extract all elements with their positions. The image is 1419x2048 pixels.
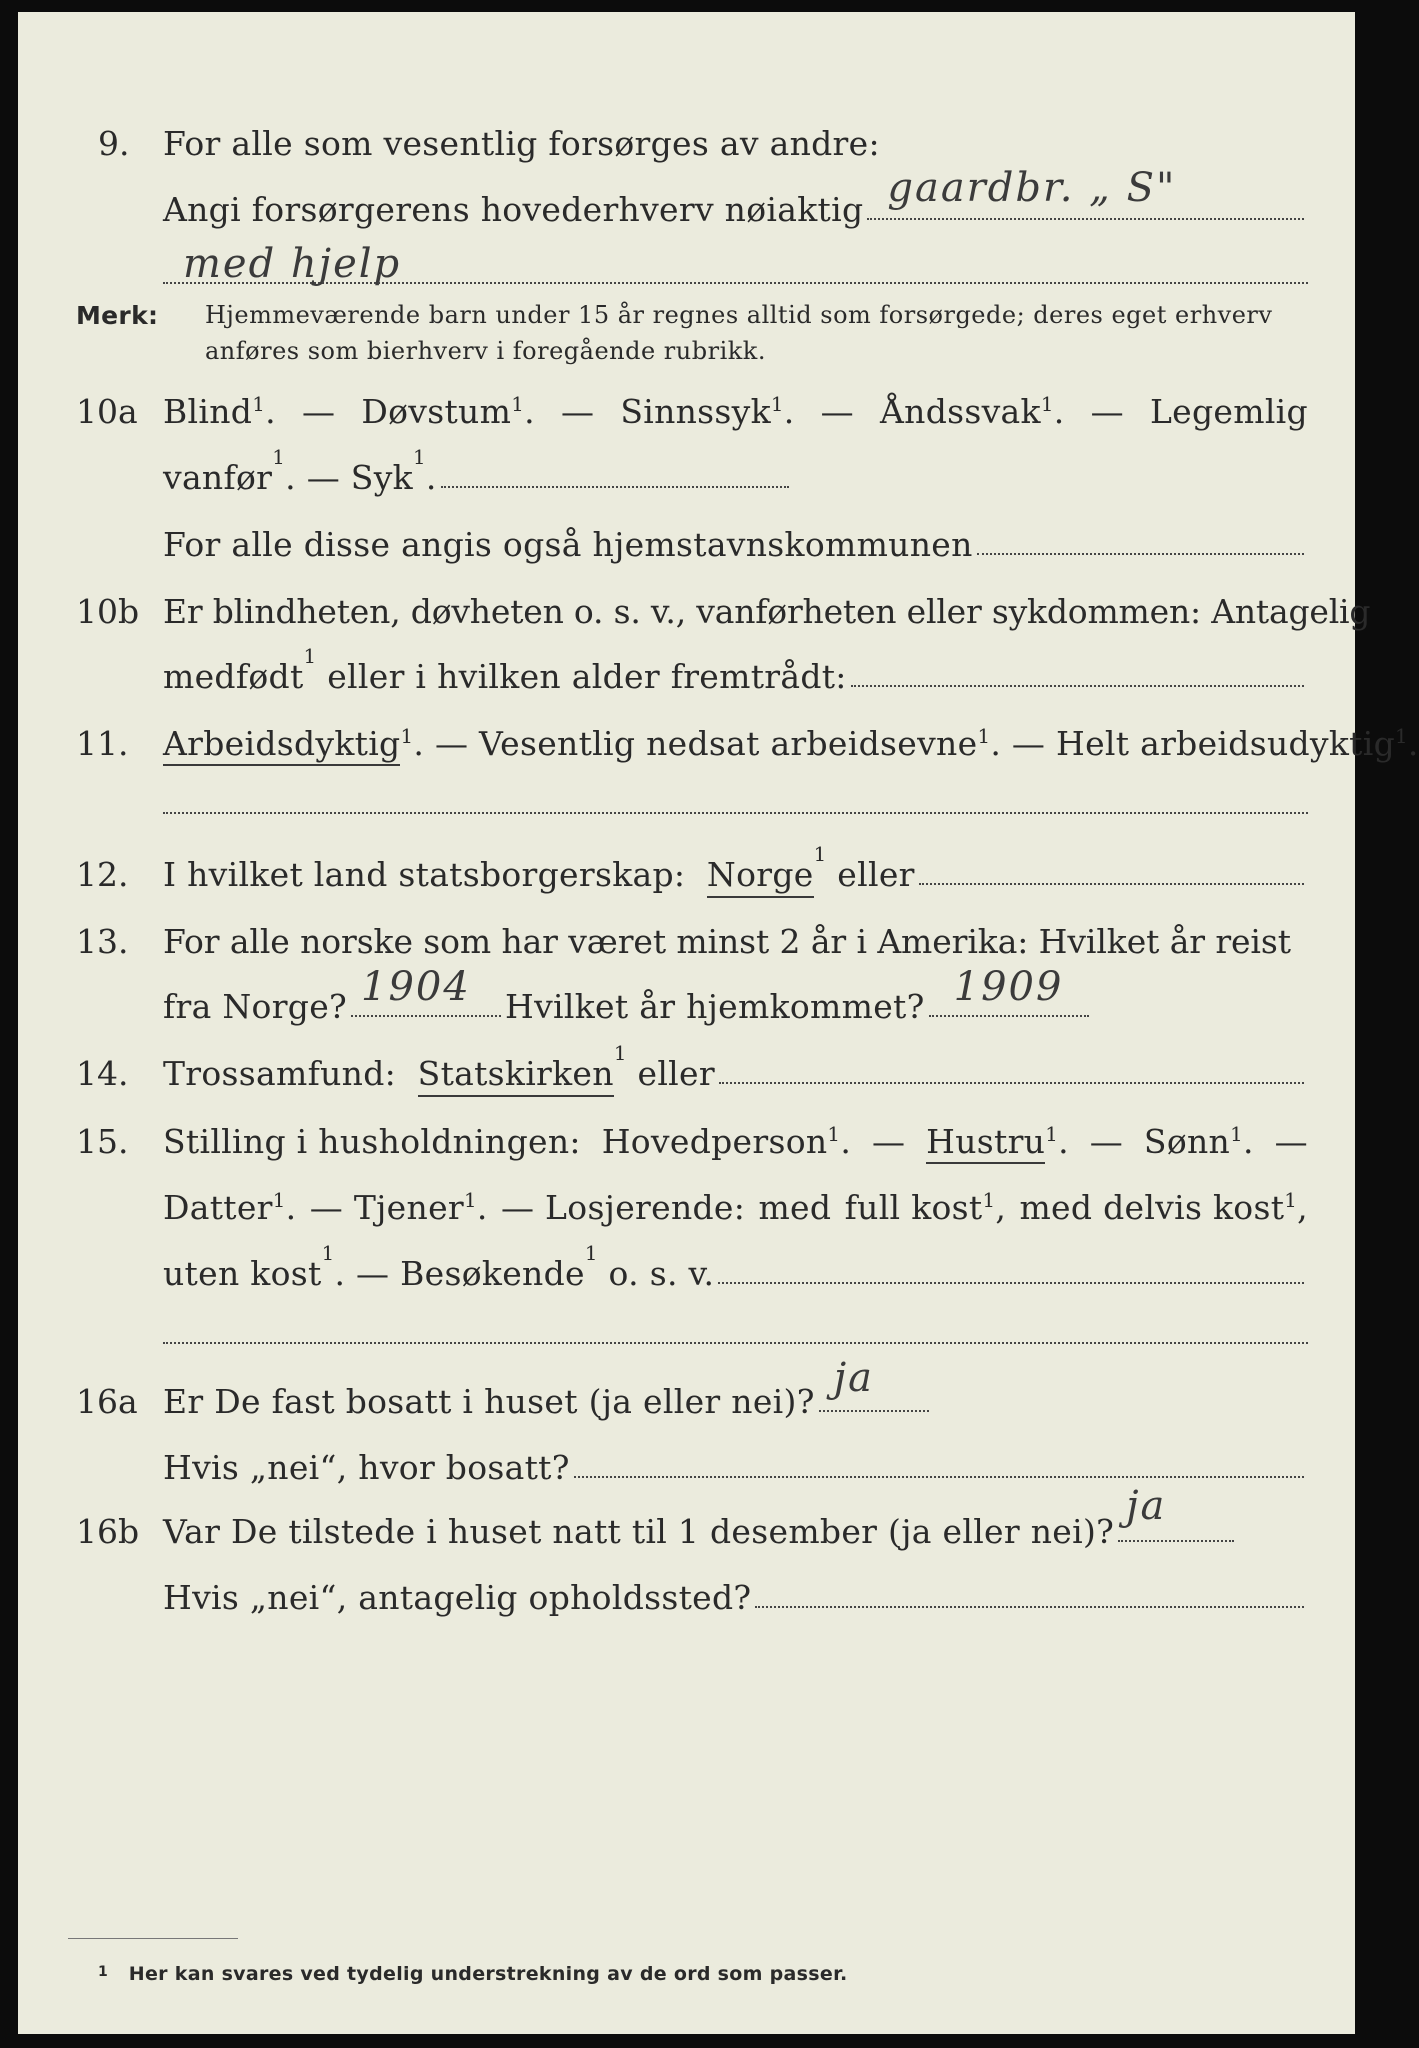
q13-back-field[interactable]	[929, 964, 1089, 1017]
q10b-line1: Er blindheten, døvheten o. s. v., vanførheten eller sykdommen: Antagelig	[163, 592, 1371, 631]
q9-number: 9.	[98, 124, 130, 163]
q16b-line1	[163, 1483, 1238, 1552]
q9-line2	[163, 165, 1308, 230]
q9-line2-text: Angi forsørgerens hovederhverv nøiaktig	[163, 190, 864, 229]
q9-handwritten-answer2: med hjelp	[183, 241, 402, 287]
q15-datter[interactable]: Datter	[163, 1188, 273, 1227]
merk-label: Merk:	[76, 301, 159, 330]
q15-uten-kost[interactable]: uten kost	[163, 1254, 322, 1293]
q16b-number: 16b	[76, 1512, 140, 1551]
q13-handwritten-1904: 1904	[361, 964, 471, 1010]
q11-udyktig[interactable]: — Helt arbeidsudyktig	[1011, 724, 1395, 763]
q10a-line2: vanfør 1 . — Syk 1 .	[163, 458, 793, 498]
q15-answer-line2[interactable]	[163, 1342, 1308, 1344]
q10a-dovstum: Døvstum$^1$.	[361, 392, 535, 431]
q16a-bosatt-field[interactable]	[574, 1448, 1304, 1478]
q11-number: 11.	[76, 724, 129, 763]
q12-text: I hvilket land statsborgerskap:	[163, 855, 686, 894]
q16a-line2	[163, 1448, 1308, 1488]
q15-line3: uten kost 1 . — Besøkende 1 o. s. v.	[163, 1254, 1308, 1294]
q16b-text: Var De tilstede i huset natt til 1 desember (ja eller nei)?	[163, 1512, 1115, 1551]
q10a-syk-field[interactable]	[441, 458, 789, 488]
q13-line1: For alle norske som har været minst 2 år i Amerika: Hvilket år reist	[163, 922, 1291, 961]
q15-losjerende: — Losjerende:	[500, 1188, 746, 1227]
merk-line2: anføres som bierhverv i foregående rubrikk.	[205, 337, 766, 365]
dash: —	[871, 1122, 906, 1161]
q10a-syk: — Syk	[306, 458, 413, 497]
q16b-hvis-nei: Hvis „nei“, antagelig opholdssted?	[163, 1578, 752, 1617]
merk-line1: Hjemmeværende barn under 15 år regnes alltid som forsørgede; deres eget erhverv	[205, 301, 1273, 329]
footnote-text: Her kan svares ved tydelig understrekning av de ord som passer.	[128, 1963, 848, 1985]
q15-hustru[interactable]: Hustru	[926, 1122, 1045, 1164]
dash: —	[820, 392, 854, 431]
q16b-line2	[163, 1578, 1308, 1618]
q13-fra-norge: fra Norge?	[163, 987, 348, 1026]
q12-number: 12.	[76, 855, 129, 894]
q9-answer-line2[interactable]	[163, 282, 1308, 284]
q12-norge[interactable]: Norge	[707, 855, 814, 898]
q14-statskirken[interactable]: Statskirken	[418, 1054, 614, 1097]
q15-stilling: Stilling i husholdningen:	[163, 1122, 581, 1161]
q13-handwritten-1909: 1909	[953, 964, 1064, 1010]
q15-osv: o. s. v.	[608, 1254, 715, 1293]
q15-hovedperson[interactable]: Hovedperson	[601, 1122, 828, 1161]
q16a-answer-field[interactable]	[819, 1355, 929, 1412]
footnote	[98, 1952, 848, 1994]
q10b-number: 10b	[76, 592, 140, 631]
q15-answer-field[interactable]	[718, 1254, 1304, 1284]
q10a-andssvak: Åndssvak$^1$.	[880, 392, 1065, 431]
q15-line2: Datter$^1$. — Tjener$^1$. — Losjerende: med full kost$^1$, med delvis kost$^1$,	[163, 1188, 1308, 1227]
dash: —	[302, 392, 336, 431]
q10a-line1	[163, 392, 1308, 432]
q10a-number: 10a	[76, 392, 138, 431]
q10b-line2: medfødt 1 eller i hvilken alder fremtrådt:	[163, 657, 1308, 697]
q14-answer-field[interactable]	[719, 1054, 1304, 1084]
q11-arbeidsdyktig[interactable]: Arbeidsdyktig	[163, 724, 400, 766]
q10b-medfodt: medfødt	[163, 657, 304, 696]
q12-answer-field[interactable]	[919, 855, 1304, 885]
q16b-opholdssted-field[interactable]	[755, 1578, 1304, 1608]
q10a-blind: Blind$^1$.	[163, 392, 276, 431]
q9-line3	[183, 241, 402, 287]
q16b-handwritten-ja: ja	[1126, 1483, 1167, 1529]
footnote-mark: 1	[98, 1964, 109, 1980]
q11-answer-line[interactable]	[163, 812, 1308, 814]
census-form-page	[18, 12, 1419, 2034]
q11-line1: Arbeidsdyktig$^1$. — Vesentlig nedsat arbeidsevne$^1$. — Helt arbeidsudyktig$^1$.	[163, 724, 1419, 764]
footnote-rule	[68, 1938, 238, 1939]
q15-tjener[interactable]: — Tjener	[309, 1188, 464, 1227]
q10a-line3	[163, 525, 1308, 565]
dash: —	[560, 392, 595, 431]
q16a-hvis-nei: Hvis „nei“, hvor bosatt?	[163, 1448, 570, 1487]
q15-besokende[interactable]: — Besøkende	[356, 1254, 585, 1293]
q15-line1: Stilling i husholdningen: Hovedperson$^1$. — Hustru$^1$. — Sønn$^1$. —	[163, 1122, 1308, 1162]
q16a-handwritten-ja: ja	[833, 1355, 874, 1401]
q9-line1: For alle som vesentlig forsørges av andre:	[163, 124, 880, 163]
q15-number: 15.	[76, 1122, 129, 1161]
dash: —	[1089, 1122, 1124, 1161]
q16a-line1	[163, 1355, 933, 1422]
q10a-hjemstavn-field[interactable]	[977, 525, 1304, 555]
q13-line2	[163, 964, 1093, 1027]
dash: —	[1274, 1122, 1308, 1161]
q16a-number: 16a	[76, 1382, 138, 1421]
q15-delvis-kost[interactable]: med delvis kost	[1019, 1188, 1285, 1227]
q14-eller: eller	[637, 1054, 715, 1093]
q16a-text: Er De fast bosatt i huset (ja eller nei)?	[163, 1382, 815, 1421]
q10b-line2-text: eller i hvilken alder fremtrådt:	[327, 657, 847, 696]
q13-hjemkommet: Hvilket år hjemkommet?	[505, 987, 925, 1026]
q11-nedsat[interactable]: — Vesentlig nedsat arbeidsevne	[434, 724, 978, 763]
q12-line: I hvilket land statsborgerskap: Norge 1 eller	[163, 855, 1308, 898]
q15-sonn[interactable]: Sønn	[1143, 1122, 1231, 1161]
dash: —	[1090, 392, 1124, 431]
q13-number: 13.	[76, 922, 129, 961]
q16b-answer-field[interactable]	[1118, 1483, 1234, 1542]
q14-line: Trossamfund: Statskirken 1 eller	[163, 1054, 1308, 1097]
q14-number: 14.	[76, 1054, 129, 1093]
q15-med: med	[758, 1188, 832, 1227]
q12-eller: eller	[837, 855, 915, 894]
q14-text: Trossamfund:	[163, 1054, 397, 1093]
q9-answer-field[interactable]	[867, 165, 1304, 220]
q10a-sinnssyk: Sinnssyk$^1$.	[620, 392, 795, 431]
q10a-vanfor: vanfør	[163, 458, 273, 497]
q13-left-field[interactable]	[351, 964, 501, 1017]
q10b-answer-field[interactable]	[851, 657, 1304, 687]
q9-handwritten-answer1: gaardbr. „ S"	[887, 165, 1177, 211]
q15-full-kost[interactable]: full kost	[844, 1188, 983, 1227]
q10a-line3-text: For alle disse angis også hjemstavnskommunen	[163, 525, 973, 564]
q10a-legemlig: Legemlig	[1149, 392, 1308, 431]
